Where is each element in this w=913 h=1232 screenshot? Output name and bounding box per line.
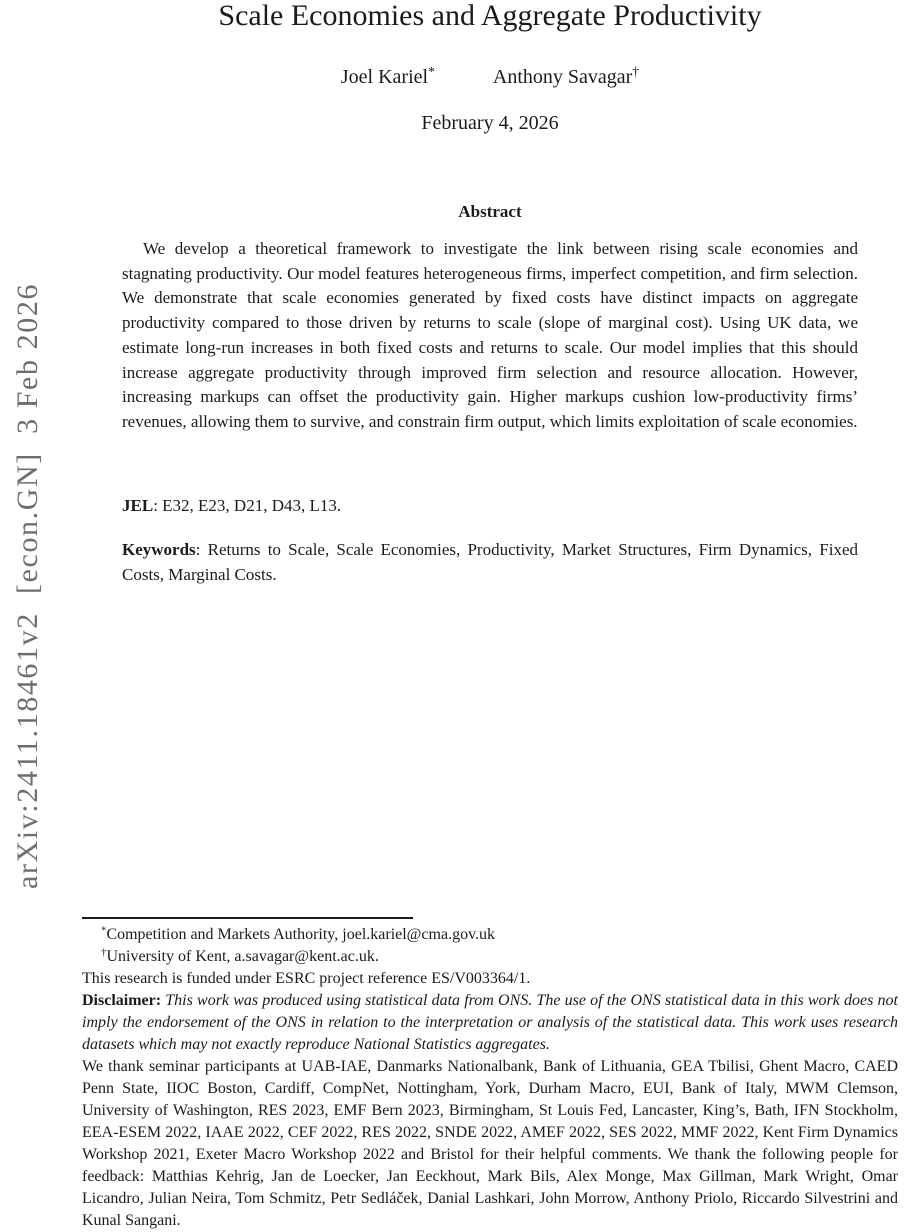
footnote-2-marker: † (101, 946, 107, 959)
paper-content (82, 0, 898, 1229)
footnote-1-marker: * (101, 924, 107, 937)
footnote-author-1 (82, 924, 898, 946)
disclaimer-text: This work was produced using statistical data from ONS. The use of the ONS statistical data in this work does not imply the endorsement of the ONS in relation to the interpretation or analysis of the statistical data. This work uses research datasets which may not exactly reproduce National Statistics aggregates. (82, 992, 898, 1053)
keywords-label: Keywords (122, 540, 196, 559)
disclaimer-label: Disclaimer: (82, 992, 162, 1009)
footnote-1-text: Competition and Markets Authority, joel.kariel@cma.gov.uk (106, 926, 496, 943)
jel-codes: : E32, E23, D21, D43, L13. (153, 496, 342, 515)
keywords-list: : Returns to Scale, Scale Economies, Productivity, Market Structures, Firm Dynamics, Fixed Costs, Marginal Costs. (122, 540, 858, 584)
jel-line (122, 494, 858, 519)
author-1-footnote-marker: * (428, 64, 435, 80)
disclaimer-note (82, 990, 898, 1056)
paper-date: February 4, 2026 (421, 112, 559, 134)
footnote-2-text: University of Kent, a.savagar@kent.ac.uk. (106, 948, 379, 965)
author-2-footnote-marker: † (632, 64, 640, 80)
author-2 (493, 66, 639, 89)
abstract-section (122, 202, 858, 435)
abstract-text: We develop a theoretical framework to investigate the link between rising scale economies and stagnating productivity. Our model features heterogeneous firms, imperfect competition, and firm selection. We demonstrate that scale economies generated by fixed costs have distinct impacts on aggregate productivity compared to those driven by returns to scale (slope of marginal cost). Using UK data, we estimate long-run increases in both fixed costs and returns to scale. Our model implies that this should increase aggregate productivity through improved firm selection and resource allocation. However, increasing markups can offset the productivity gain. Higher markups cushion low-productivity firms’ revenues, allowing them to survive, and constrain firm output, which limits exploitation of scale economies. (122, 239, 858, 431)
author-1-name: Joel Kariel (340, 66, 429, 88)
keywords-line (122, 538, 858, 587)
jel-label: JEL (122, 496, 154, 515)
funding-note: This research is funded under ESRC project reference ES/V003364/1. (82, 970, 531, 987)
abstract-heading: Abstract (458, 202, 522, 221)
acknowledgements-note: We thank seminar participants at UAB-IAE, Danmarks Nationalbank, Bank of Lithuania, GEA Tbilisi, Ghent Macro, CAED Penn State, IIOC Boston, Cardiff, CompNet, Nottingham, York, Durham Macro, EUI, Bank of Italy, MWM Clemson, University of Washington, RES 2023, EMF Bern 2023, Birmingham, St Louis Fed, Lancaster, King’s, Bath, IFN Stockholm, EEA-ESEM 2022, IAAE 2022, CEF 2022, RES 2022, SNDE 2022, AMEF 2022, SES 2022, MMF 2022, Kent Firm Dynamics Workshop 2021, Exeter Macro Workshop 2022 and Bristol for their helpful comments. We thank the following people for feedback: Matthias Kehrig, Jan de Loecker, Jan Eeckhout, Mark Bils, Alex Monge, Max Gillman, Mark Wright, Omar Licandro, Julian Neira, Tom Schmitz, Petr Sedláček, Danial Lashkari, John Morrow, Anthony Priolo, Riccardo Silvestrini and Kunal Sangani. (82, 1058, 898, 1229)
author-2-name: Anthony Savagar (492, 66, 633, 88)
author-1 (341, 66, 435, 89)
footnote-author-2 (82, 946, 898, 968)
footnote-rule (82, 917, 413, 919)
footnote-block (82, 917, 898, 1232)
author-byline (82, 66, 898, 89)
arxiv-watermark: arXiv:2411.18461v2 [econ.GN] 3 Feb 2026 (11, 282, 44, 889)
paper-title: Scale Economies and Aggregate Productivity (218, 0, 762, 32)
